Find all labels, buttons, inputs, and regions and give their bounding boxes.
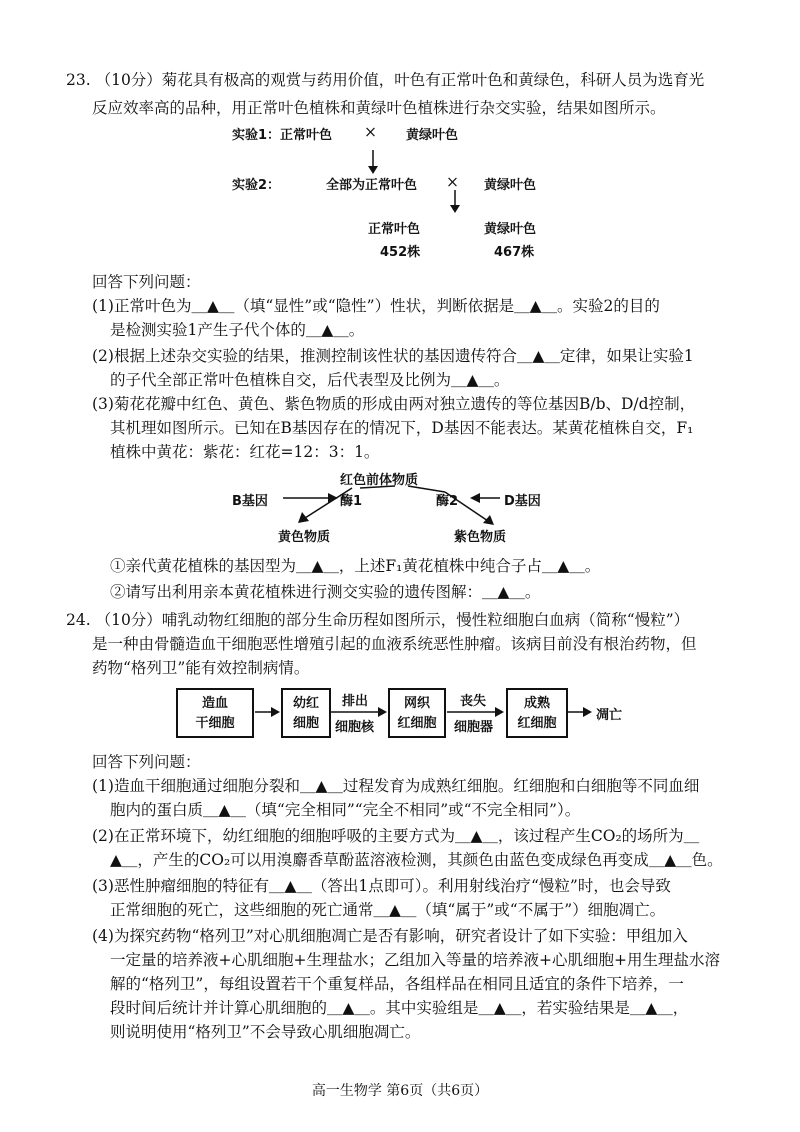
q24-intro-line-2: 是一种由骨髓造血干细胞恶性增殖引起的血液系统恶性肿瘤。该病目前没有根治药物，但 (92, 635, 697, 653)
pathway-yellow: 黄色物质 (278, 530, 331, 545)
offspring-2: 黄绿叶色 (484, 222, 537, 237)
q23-item-1a: (1)正常叶色为＿▲＿（填“显性”或“隐性”）性状，判断依据是＿▲＿。实验2的目的 (92, 297, 660, 315)
q23-item-3b: 其机理如图所示。已知在B基因存在的情况下，D基因不能表达。某黄花植株自交，F₁ (110, 419, 694, 437)
offspring-1: 正常叶色 (368, 222, 421, 237)
pathway-gene-d: D基因 (504, 494, 541, 509)
flow-box-reticulocyte: 网织 红细胞 (388, 688, 446, 738)
q24-intro-line-3: 药物“格列卫”能有效控制病情。 (92, 659, 310, 677)
q23-intro-line-2: 反应效率高的品种，用正常叶色植株和黄绿叶色植株进行杂交实验，结果如图所示。 (92, 99, 666, 117)
pathway-enzyme-2: 酶2 (436, 494, 459, 509)
q23-intro-line-1: 23. （10分）菊花具有极高的观赏与药用价值，叶色有正常叶色和黄绿色，科研人员为选育光 (66, 71, 705, 89)
q24-item-4a: (4)为探究药物“格列卫”对心肌细胞凋亡是否有影响，研究者设计了如下实验：甲组加入 (92, 927, 688, 945)
q24-item-1a: (1)造血干细胞通过细胞分裂和＿▲＿过程发育为成熟红细胞。红细胞和白细胞等不同血细 (92, 777, 700, 795)
q24-item-3b: 正常细胞的死亡，这些细胞的死亡通常＿▲＿（填“属于”或“不属于”）细胞凋亡。 (110, 901, 666, 919)
q24-item-4e: 则说明使用“格列卫”不会导致心肌细胞凋亡。 (110, 1023, 421, 1041)
q24-item-2b: ▲＿，产生的CO₂可以用溴麝香草酚蓝溶液检测，其颜色由蓝色变成绿色再变成＿▲＿色。 (110, 851, 723, 869)
pathway-gene-b: B基因 (232, 494, 268, 509)
exp2-parent-2: 黄绿叶色 (484, 178, 537, 193)
q23-sub-1: ①亲代黄花植株的基因型为＿▲＿，上述F₁黄花植株中纯合子占＿▲＿。 (110, 557, 601, 575)
page-footer: 高一生物学 第6页（共6页） (311, 1083, 489, 1099)
pathway-enzyme-1: 酶1 (340, 494, 363, 509)
exp1-label: 实验1：正常叶色 (232, 128, 333, 143)
pathway-precursor: 红色前体物质 (340, 473, 419, 488)
q24-answer-prompt: 回答下列问题： (92, 753, 201, 771)
flow-arrow2-bottom: 细胞核 (335, 720, 375, 735)
q23-item-2a: (2)根据上述杂交实验的结果，推测控制该性状的基因遗传符合＿▲＿定律，如果让实验1 (92, 347, 694, 365)
flow-box-hsc: 造血 干细胞 (176, 688, 254, 738)
q24-item-2a: (2)在正常环境下，幼红细胞的细胞呼吸的主要方式为＿▲＿，该过程产生CO₂的场所为＿ (92, 827, 700, 845)
q23-sub-2: ②请写出利用亲本黄花植株进行测交实验的遗传图解：＿▲＿。 (110, 583, 541, 601)
exp2-label: 实验2： (232, 178, 281, 193)
flow-arrow2-top: 排出 (342, 694, 369, 709)
q23-item-3a: (3)菊花花瓣中红色、黄色、紫色物质的形成由两对独立遗传的等位基因B/b、D/d控制， (92, 395, 696, 413)
offspring-2-count: 467株 (494, 245, 535, 260)
q24-item-4b: 一定量的培养液+心肌细胞+生理盐水；乙组加入等量的培养液+心肌细胞+用生理盐水溶 (110, 951, 720, 969)
q23-item-1b: 是检测实验1产生子代个体的＿▲＿。 (110, 321, 365, 339)
q24-item-3a: (3)恶性肿瘤细胞的特征有＿▲＿（答出1点即可）。利用射线治疗“慢粒”时，也会导致 (92, 877, 671, 895)
cross-symbol-2: × (446, 173, 459, 191)
q24-item-4d: 段时间后统计并计算心肌细胞的＿▲＿。其中实验组是＿▲＿，若实验结果是＿▲＿， (110, 999, 689, 1017)
q23-answer-prompt: 回答下列问题： (92, 273, 201, 291)
pathway-purple: 紫色物质 (454, 530, 507, 545)
cross-symbol-1: × (364, 123, 377, 141)
q23-item-2b: 的子代全部正常叶色植株自交，后代表型及比例为＿▲＿。 (110, 371, 510, 389)
q24-intro-line-1: 24. （10分）哺乳动物红细胞的部分生命历程如图所示，慢性粒细胞白血病（简称“慢粒”） (66, 611, 690, 629)
q24-item-1b: 胞内的蛋白质＿▲＿（填“完全相同”“完全不相同”或“不完全相同”）。 (110, 801, 581, 819)
q23-item-3c: 植株中黄花：紫花：红花=12：3：1。 (110, 443, 380, 461)
exp2-parent-1: 全部为正常叶色 (326, 178, 418, 193)
flow-arrow3-bottom: 细胞器 (454, 720, 494, 735)
flow-box-erythroblast: 幼红 细胞 (281, 688, 331, 738)
q24-item-4c: 解的“格列卫”，每组设置若干个重复样品，各组样品在相同且适宜的条件下培养，一 (110, 975, 684, 993)
flow-box-mature-rbc: 成熟 红细胞 (506, 688, 568, 738)
flow-arrow3-top: 丧失 (460, 694, 487, 709)
flow-end: 凋亡 (596, 708, 623, 723)
offspring-1-count: 452株 (380, 245, 421, 260)
exp1-parent-2: 黄绿叶色 (406, 128, 459, 143)
